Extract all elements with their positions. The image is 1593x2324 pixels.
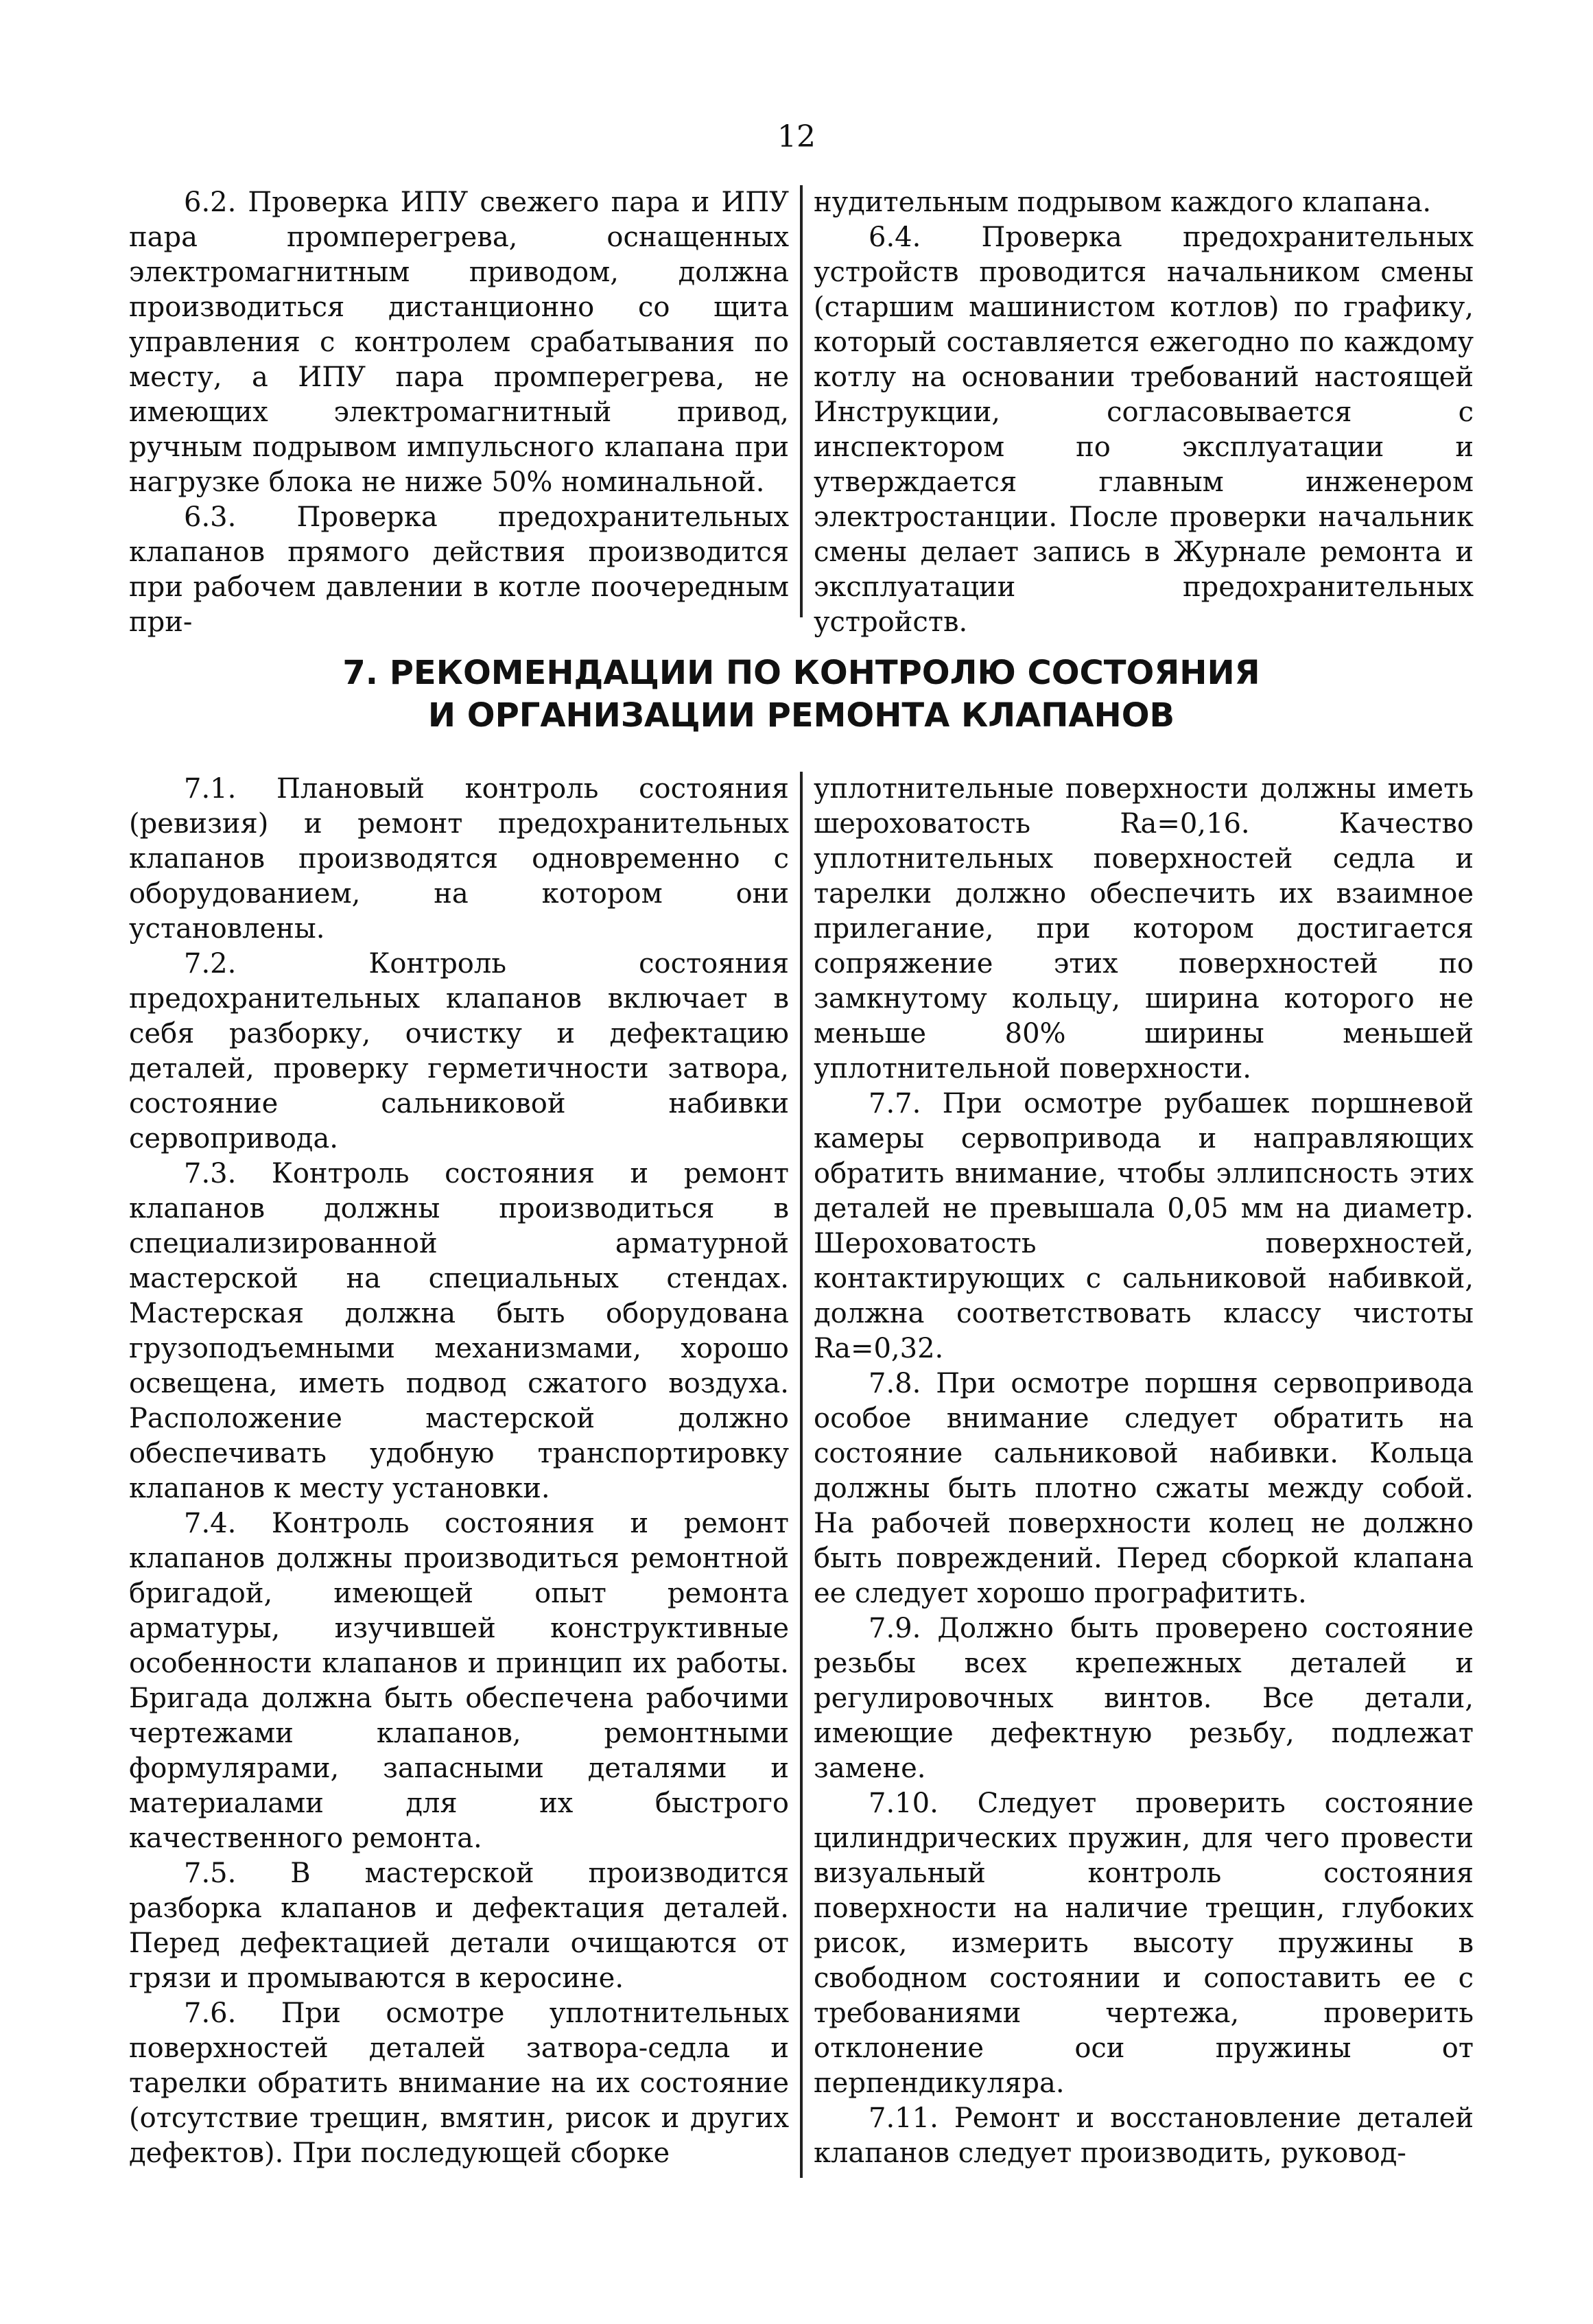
paragraph-7-3: 7.3. Контроль состояния и ремонт клапанов должны производиться в специализированной арматурной мастерской на специальных стендах. Мастерская должна быть оборудована грузоподъемными механизмами, хорошо освещена, иметь подвод сжатого воздуха. Расположение мастерской должно обеспечивать удобную транспортировку клапанов к месту установки. bbox=[129, 1158, 789, 1504]
section-7-right-column bbox=[814, 772, 1474, 2178]
paragraph-7-9: 7.9. Должно быть проверено состояние резьбы всех крепежных деталей и регулировочных винтов. Все детали, имеющие дефектную резьбу, подлежат замене. bbox=[814, 1613, 1474, 1784]
paragraph-6-2: 6.2. Проверка ИПУ свежего пара и ИПУ пара промперегрева, оснащенных электромагнитным приводом, должна производиться дистанционно со щита управления с контролем срабатывания по месту, а ИПУ пара промперегрева, не имеющих электромагнитный привод, ручным подрывом импульсного клапана при нагрузке блока не ниже 50% номинальной. bbox=[129, 187, 789, 498]
section-7-left-column bbox=[129, 772, 789, 2178]
section-6-left-column bbox=[129, 185, 789, 638]
paragraph-7-11: 7.11. Ремонт и восстановление деталей клапанов следует производить, руковод- bbox=[814, 2102, 1474, 2169]
section-6-columns bbox=[129, 185, 1474, 638]
section-7-heading-line-2: И ОРГАНИЗАЦИИ РЕМОНТА КЛАПАНОВ bbox=[427, 696, 1175, 735]
section-7-heading-line-1: 7. РЕКОМЕНДАЦИИ ПО КОНТРОЛЮ СОСТОЯНИЯ bbox=[342, 654, 1260, 692]
paragraph-7-10: 7.10. Следует проверить состояние цилиндрических пружин, для чего провести визуальный контроль состояния поверхности на наличие трещин, глубоких рисок, измерить высоту пружины в свободном состоянии и сопоставить ее с требованиями чертежа, проверить отклонение оси пружины от перпендикуляра. bbox=[814, 1788, 1474, 2099]
paragraph-7-7: 7.7. При осмотре рубашек поршневой камеры сервопривода и направляющих обратить внимание, чтобы эллипсность этих деталей не превышала 0,05 мм на диаметр. Шероховатость поверхностей, контактирующих с сальниковой набивкой, должна соответствовать классу чистоты Rа=0,32. bbox=[814, 1088, 1474, 1364]
paragraph-6-4: 6.4. Проверка предохранительных устройств проводится начальником смены (старшим машинистом котлов) по графику, который составляется ежегодно по каждому котлу на основании требований настоящей Инструкции, согласовывается с инспектором по эксплуатации и утверждается главным инженером электростанции. После проверки начальник смены делает запись в Журнале ремонта и эксплуатации предохранительных устройств. bbox=[814, 222, 1474, 638]
paragraph-7-2: 7.2. Контроль состояния предохранительных клапанов включает в себя разборку, очистку и дефектацию деталей, проверку герметичности затвора, состояние сальниковой набивки сервопривода. bbox=[129, 948, 789, 1154]
section-7-columns bbox=[129, 772, 1474, 2178]
paragraph-6-3: 6.3. Проверка предохранительных клапанов прямого действия производится при рабочем давлении в котле поочередным при- bbox=[129, 501, 789, 638]
page-number: 12 bbox=[777, 119, 816, 154]
paragraph-7-5: 7.5. В мастерской производится разборка клапанов и дефектация деталей. Перед дефектацией детали очищаются от грязи и промываются в керосине. bbox=[129, 1858, 789, 1994]
paragraph-7-6-continuation: уплотнительные поверхности должны иметь шероховатость Rа=0,16. Качество уплотнительных поверхностей седла и тарелки должно обеспечить их взаимное прилегание, при котором достигается сопряжение этих поверхностей по замкнутому кольцу, ширина которого не меньше 80% ширины меньшей уплотнительной поверхности. bbox=[814, 773, 1474, 1084]
section-6-right-column bbox=[814, 185, 1474, 638]
paragraph-7-4: 7.4. Контроль состояния и ремонт клапанов должны производиться ремонтной бригадой, имеющей опыт ремонта арматуры, изучившей конструктивные особенности клапанов и принцип их работы. Бригада должна быть обеспечена рабочими чертежами клапанов, ремонтными формулярами, запасными деталями и материалами для их быстрого качественного ремонта. bbox=[129, 1508, 789, 1854]
column-divider bbox=[800, 185, 803, 617]
paragraph-7-8: 7.8. При осмотре поршня сервопривода особое внимание следует обратить на состояние сальниковой набивки. Кольца должны быть плотно сжаты между собой. На рабочей поверхности колец не должно быть повреждений. Перед сборкой клапана ее следует хорошо прографитить. bbox=[814, 1368, 1474, 1609]
paragraph-6-3-continuation: нудительным подрывом каждого клапана. bbox=[814, 187, 1432, 218]
paragraph-7-1: 7.1. Плановый контроль состояния (ревизия) и ремонт предохранительных клапанов производятся одновременно с оборудованием, на котором они установлены. bbox=[129, 773, 789, 945]
section-7-heading bbox=[129, 652, 1474, 737]
column-divider bbox=[800, 772, 803, 2178]
paragraph-7-6: 7.6. При осмотре уплотнительных поверхностей деталей затвора-седла и тарелки обратить внимание на их состояние (отсутствие трещин, вмятин, рисок и других дефектов). При последующей сборке bbox=[129, 1997, 789, 2169]
